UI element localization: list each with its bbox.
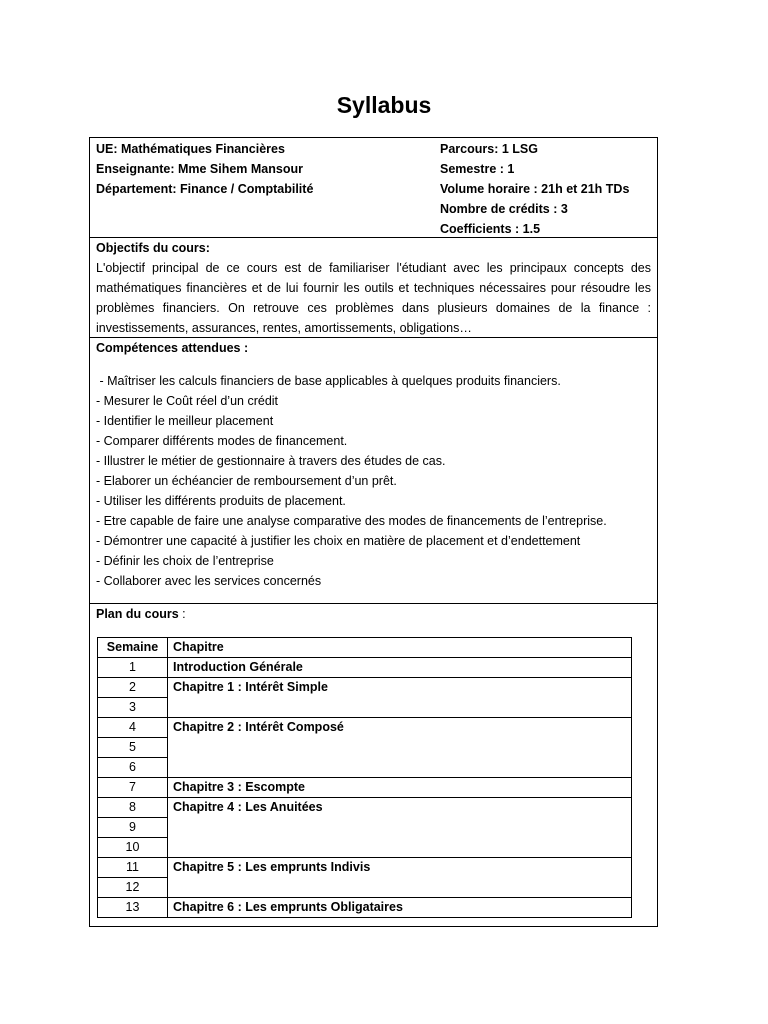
course-info-right xyxy=(440,139,629,239)
chapter-cell: Introduction Générale xyxy=(168,658,632,678)
skill-item: - Illustrer le métier de gestionnaire à travers des études de cas. xyxy=(96,454,446,468)
week-cell: 5 xyxy=(98,738,168,758)
chapter-cell: Chapitre 1 : Intérêt Simple xyxy=(168,678,632,718)
chapter-column-header: Chapitre xyxy=(168,638,632,658)
course-unit: UE: Mathématiques Financières xyxy=(96,142,285,156)
week-cell: 12 xyxy=(98,878,168,898)
plan-table-body xyxy=(98,658,632,918)
skill-item: - Maîtriser les calculs financiers de base applicables à quelques produits financiers. xyxy=(96,374,561,388)
week-cell: 13 xyxy=(98,898,168,918)
plan-table-header xyxy=(98,638,632,658)
week-cell: 9 xyxy=(98,818,168,838)
skill-item: - Elaborer un échéancier de remboursement d’un prêt. xyxy=(96,474,397,488)
week-cell: 8 xyxy=(98,798,168,818)
plan-heading-colon: : xyxy=(178,607,186,621)
skill-item: - Identifier le meilleur placement xyxy=(96,414,274,428)
week-cell: 2 xyxy=(98,678,168,698)
week-cell: 11 xyxy=(98,858,168,878)
chapter-cell: Chapitre 2 : Intérêt Composé xyxy=(168,718,632,778)
plan-heading-label: Plan du cours xyxy=(96,607,179,621)
plan-heading xyxy=(96,604,186,624)
skills-list xyxy=(96,371,607,591)
course-track: Parcours: 1 LSG xyxy=(440,142,538,156)
table-row xyxy=(98,718,632,738)
plan-section xyxy=(90,604,657,926)
skill-item: - Etre capable de faire une analyse comparative des modes de financements de l’entreprise. xyxy=(96,514,607,528)
skill-item: - Comparer différents modes de financement. xyxy=(96,434,348,448)
skills-heading: Compétences attendues : xyxy=(96,341,249,355)
table-row xyxy=(98,858,632,878)
skill-item: - Collaborer avec les services concernés xyxy=(96,574,322,588)
chapter-cell: Chapitre 4 : Les Anuitées xyxy=(168,798,632,858)
course-credits: Nombre de crédits : 3 xyxy=(440,202,568,216)
table-row xyxy=(98,898,632,918)
table-row xyxy=(98,778,632,798)
course-info-section xyxy=(90,138,657,238)
week-cell: 7 xyxy=(98,778,168,798)
chapter-cell: Chapitre 3 : Escompte xyxy=(168,778,632,798)
week-cell: 3 xyxy=(98,698,168,718)
skills-section xyxy=(90,338,657,604)
table-row xyxy=(98,658,632,678)
objectives-section xyxy=(90,238,657,338)
table-row xyxy=(98,678,632,698)
page-title: Syllabus xyxy=(336,92,432,118)
objectives-heading: Objectifs du cours: xyxy=(96,241,210,255)
skill-item: - Mesurer le Coût réel d’un crédit xyxy=(96,394,279,408)
plan-table xyxy=(97,637,632,918)
course-department: Département: Finance / Comptabilité xyxy=(96,182,314,196)
chapter-cell: Chapitre 5 : Les emprunts Indivis xyxy=(168,858,632,898)
skill-item: - Démontrer une capacité à justifier les choix en matière de placement et d’endettement xyxy=(96,534,581,548)
objectives-text: L'objectif principal de ce cours est de familiariser l'étudiant avec les principaux concepts des mathématiques financières et de lui fournir les outils et techniques nécessaires pour résoudre les problèmes financiers. On retrouve ces problèmes dans plusieurs domaines de la finance : investissements, assurances, rentes, amortissements, obligations… xyxy=(96,261,651,335)
chapter-cell: Chapitre 6 : Les emprunts Obligataires xyxy=(168,898,632,918)
course-info-left xyxy=(96,139,313,199)
course-coefficient: Coefficients : 1.5 xyxy=(440,222,541,236)
course-hours: Volume horaire : 21h et 21h TDs xyxy=(440,182,630,196)
week-cell: 10 xyxy=(98,838,168,858)
course-semester: Semestre : 1 xyxy=(440,162,515,176)
week-cell: 4 xyxy=(98,718,168,738)
week-column-header: Semaine xyxy=(98,638,168,658)
syllabus-frame xyxy=(89,137,658,927)
course-teacher: Enseignante: Mme Sihem Mansour xyxy=(96,162,303,176)
table-row xyxy=(98,798,632,818)
skill-item: - Utiliser les différents produits de placement. xyxy=(96,494,346,508)
skill-item: - Définir les choix de l’entreprise xyxy=(96,554,274,568)
week-cell: 1 xyxy=(98,658,168,678)
week-cell: 6 xyxy=(98,758,168,778)
